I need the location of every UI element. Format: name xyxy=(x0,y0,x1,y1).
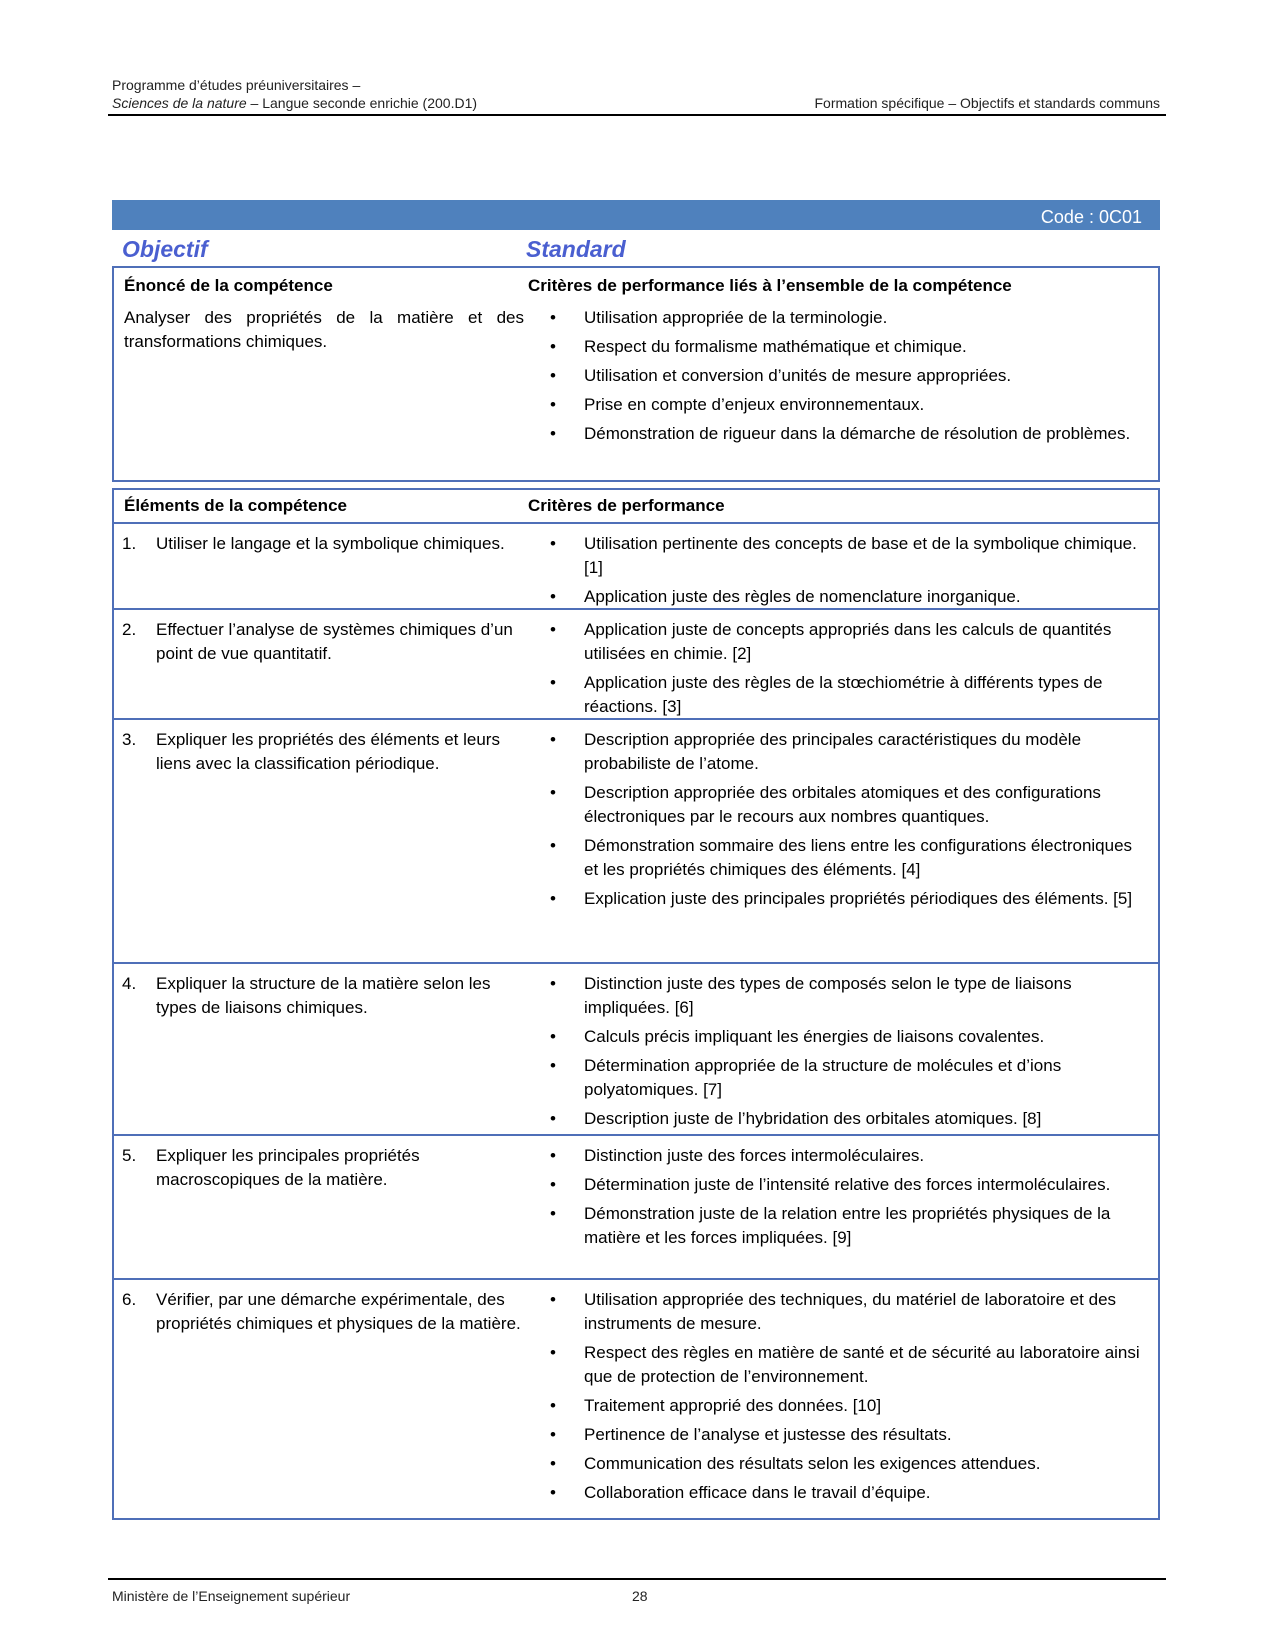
element-number: 4. xyxy=(122,974,137,993)
competency-statement: Analyser des propriétés de la matière et des transformations chimiques. xyxy=(124,308,524,351)
list-item: • Collaboration efficace dans le travail d’équipe. xyxy=(548,1481,1148,1505)
list-item: • Démonstration de rigueur dans la démarche de résolution de problèmes. xyxy=(548,422,1148,446)
list-item: • Démonstration sommaire des liens entre les configurations électroniques et les propriétés chimiques des éléments. [4] xyxy=(548,834,1148,882)
competency-elements-table xyxy=(112,488,1160,1520)
table-row xyxy=(114,718,1158,964)
list-item: • Utilisation et conversion d’unités de mesure appropriées. xyxy=(548,364,1148,388)
criteria-list xyxy=(548,618,1148,724)
program-code: – Langue seconde enrichie (200.D1) xyxy=(246,95,478,111)
list-item: • Distinction juste des forces intermoléculaires. xyxy=(548,1144,1148,1168)
list-item: • Communication des résultats selon les exigences attendues. xyxy=(548,1452,1148,1476)
element-cell xyxy=(122,1288,534,1336)
enonce-heading: Énoncé de la compétence xyxy=(124,276,333,295)
criteria-list xyxy=(548,972,1148,1136)
list-item: • Application juste des règles de la stœchiométrie à différents types de réactions. [3] xyxy=(548,671,1148,719)
criteria-heading: Critères de performance xyxy=(528,496,725,515)
list-item: • Description appropriée des principales caractéristiques du modèle probabiliste de l’atome. xyxy=(548,728,1148,776)
table-row xyxy=(114,1134,1158,1280)
page-header xyxy=(112,76,1160,112)
list-item: • Pertinence de l’analyse et justesse des résultats. xyxy=(548,1423,1148,1447)
program-title: Programme d’études préuniversitaires – xyxy=(112,77,361,93)
global-criteria-list xyxy=(548,306,1148,451)
criteria-list xyxy=(548,532,1148,614)
element-text: Utiliser le langage et la symbolique chimiques. xyxy=(156,534,505,553)
program-name: Sciences de la nature xyxy=(112,95,247,111)
list-item: • Description juste de l’hybridation des orbitales atomiques. [8] xyxy=(548,1107,1148,1131)
element-cell xyxy=(122,532,534,556)
header-rule xyxy=(108,114,1166,116)
footer-rule xyxy=(108,1578,1166,1580)
section-title: Formation spécifique – Objectifs et standards communs xyxy=(814,95,1160,111)
list-item: • Calculs précis impliquant les énergies de liaisons covalentes. xyxy=(548,1025,1148,1049)
criteria-list xyxy=(548,728,1148,916)
table-row xyxy=(114,1278,1158,1520)
element-number: 3. xyxy=(122,730,137,749)
list-item: • Description appropriée des orbitales atomiques et des configurations électroniques par le recours aux nombres quantiques. xyxy=(548,781,1148,829)
element-cell xyxy=(122,1144,534,1192)
list-item: • Traitement approprié des données. [10] xyxy=(548,1394,1148,1418)
element-number: 2. xyxy=(122,620,137,639)
list-item: • Application juste des règles de nomenclature inorganique. xyxy=(548,585,1148,609)
criteria-list xyxy=(548,1144,1148,1255)
element-cell xyxy=(122,728,534,776)
code-bar xyxy=(112,200,1160,230)
element-number: 6. xyxy=(122,1290,137,1309)
competency-code: Code : 0C01 xyxy=(1040,207,1142,227)
table-row xyxy=(114,962,1158,1136)
list-item: • Démonstration juste de la relation entre les propriétés physiques de la matière et les forces impliquées. [9] xyxy=(548,1202,1148,1250)
list-item: • Utilisation appropriée des techniques, du matériel de laboratoire et des instruments de mesure. xyxy=(548,1288,1148,1336)
objectif-title: Objectif xyxy=(122,236,208,262)
element-text: Vérifier, par une démarche expérimentale, des propriétés chimiques et physiques de la matière. xyxy=(156,1290,521,1333)
list-item: • Détermination appropriée de la structure de molécules et d’ions polyatomiques. [7] xyxy=(548,1054,1148,1102)
program-subtitle xyxy=(112,94,477,112)
element-text: Effectuer l’analyse de systèmes chimiques d’un point de vue quantitatif. xyxy=(156,620,513,663)
list-item: • Explication juste des principales propriétés périodiques des éléments. [5] xyxy=(548,887,1148,911)
list-item: • Utilisation pertinente des concepts de base et de la symbolique chimique. [1] xyxy=(548,532,1148,580)
table-row xyxy=(114,608,1158,720)
criteria-list xyxy=(548,1288,1148,1510)
list-item: • Utilisation appropriée de la terminologie. xyxy=(548,306,1148,330)
element-number: 5. xyxy=(122,1146,137,1165)
program-subtitle-row xyxy=(112,94,1160,112)
list-item: • Distinction juste des types de composés selon le type de liaisons impliquées. [6] xyxy=(548,972,1148,1020)
page-number: 28 xyxy=(632,1588,648,1604)
list-item: • Application juste de concepts appropriés dans les calculs de quantités utilisées en chimie. [2] xyxy=(548,618,1148,666)
element-number: 1. xyxy=(122,534,137,553)
list-item: • Respect des règles en matière de santé et de sécurité au laboratoire ainsi que de protection de l’environnement. xyxy=(548,1341,1148,1389)
list-item: • Respect du formalisme mathématique et chimique. xyxy=(548,335,1148,359)
element-cell xyxy=(122,618,534,666)
element-cell xyxy=(122,972,534,1020)
standard-title: Standard xyxy=(526,236,626,262)
element-text: Expliquer la structure de la matière selon les types de liaisons chimiques. xyxy=(156,974,491,1017)
element-text: Expliquer les propriétés des éléments et leurs liens avec la classification périodique. xyxy=(156,730,500,773)
elements-heading: Éléments de la compétence xyxy=(124,496,347,515)
list-item: • Prise en compte d’enjeux environnementaux. xyxy=(548,393,1148,417)
list-item: • Détermination juste de l’intensité relative des forces intermoléculaires. xyxy=(548,1173,1148,1197)
competency-statement-box xyxy=(112,266,1160,482)
footer-ministry: Ministère de l’Enseignement supérieur xyxy=(112,1588,351,1604)
global-criteria-heading: Critères de performance liés à l’ensemble de la compétence xyxy=(528,276,1012,295)
table-row xyxy=(114,522,1158,610)
element-text: Expliquer les principales propriétés macroscopiques de la matière. xyxy=(156,1146,420,1189)
